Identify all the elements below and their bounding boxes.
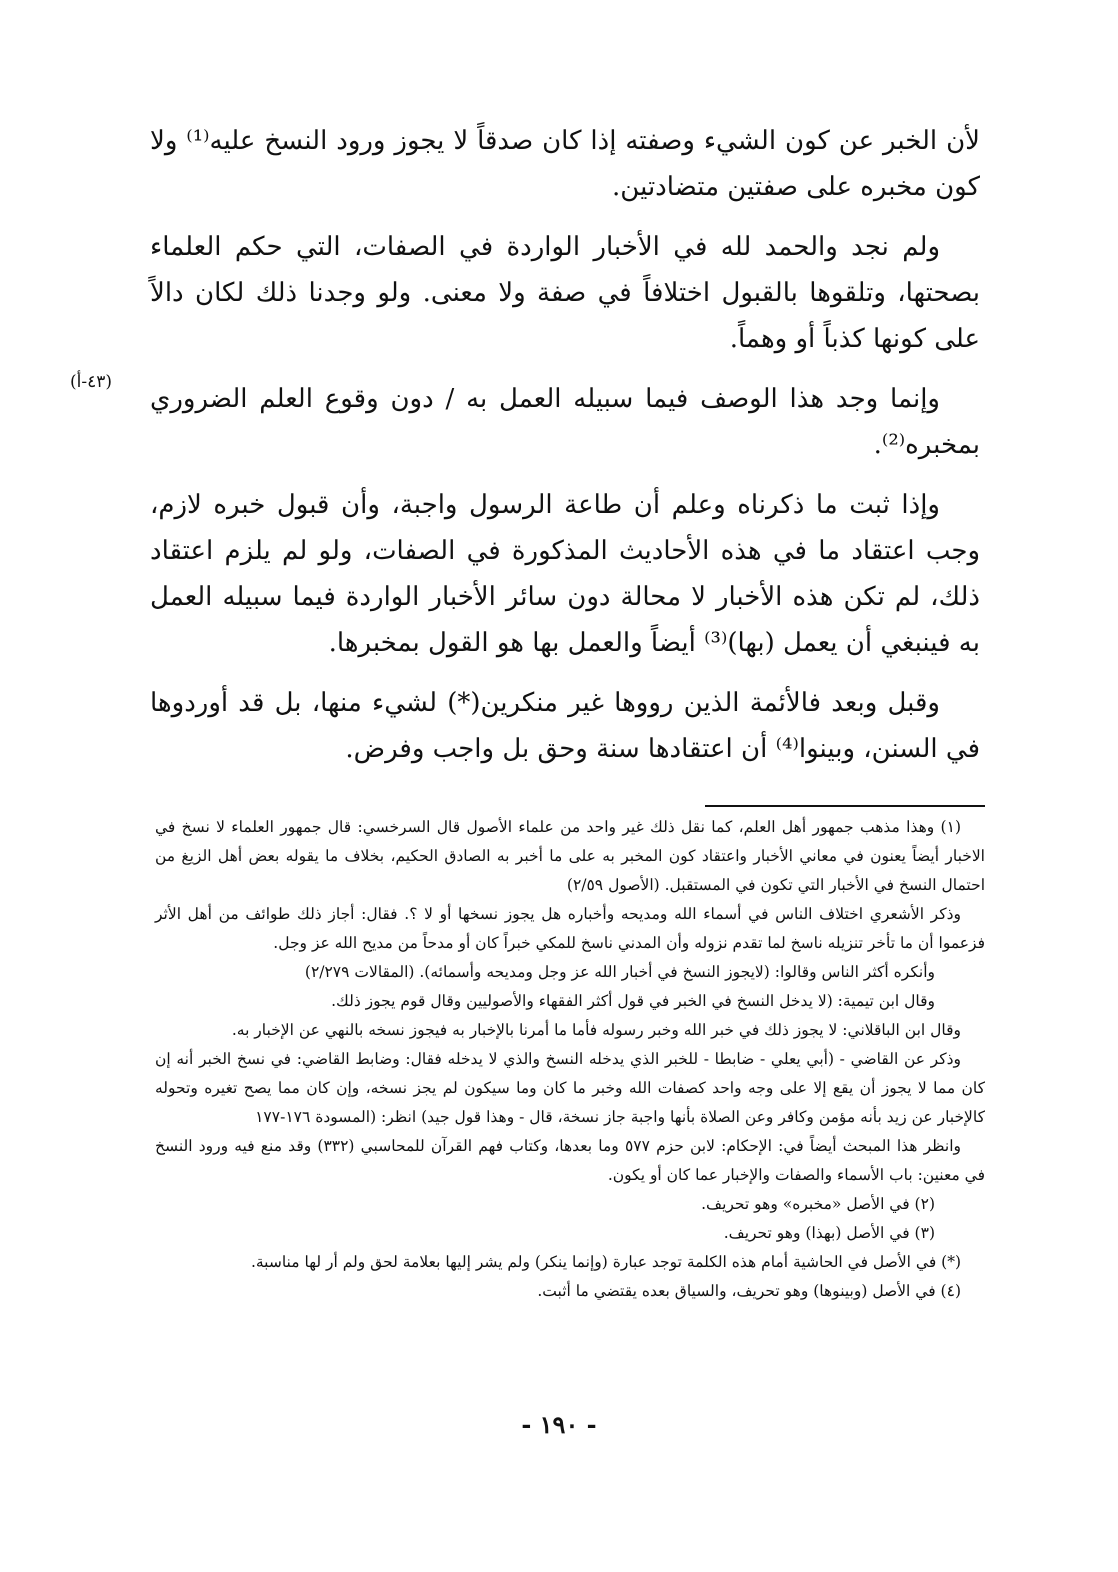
main-paragraph-3: وإنما وجد هذا الوصف فيما سبيله العمل به / دون وقوع العلم الضروري بمخبره⁽²⁾. xyxy=(150,384,980,460)
footnote-separator xyxy=(705,805,985,807)
footnote-1-continued: وذكر الأشعري اختلاف الناس في أسماء الله ومديحه وأخباره هل يجوز نسخها أو لا ؟. فقال: أجاز ذلك طوائف من أهل الأثر فزعموا أن ما تأخر تنزيله ناسخ لما تقدم نزوله وأن المدني ناسخ للمكي خبراً كان أو مدحاً من مديح الله عز وجل. xyxy=(155,905,985,952)
footnote-1-continued: وذكر عن القاضي - (أبي يعلي - ضابطا - للخبر الذي يدخله النسخ والذي لا يدخله فقال: وضابط القاضي: في نسخ الخبر أنه إن كان مما لا يجوز أن يقع إلا على وجه واحد كصفات الله وخبر ما كان وما سيكون لم يجز نسخه، وإن كان مما يصح تغيره وتحوله كالإخبار عن زيد بأنه مؤمن وكافر وعن الصلاة بأنها واجبة جاز نسخة، قال - وهذا قول جيد) انظر: (المسودة ١٧٦-١٧٧ xyxy=(155,1050,985,1126)
main-paragraph-2: ولم نجد والحمد لله في الأخبار الواردة في الصفات، التي حكم العلماء بصحتها، وتلقوها بالقبول اختلافاً في صفة ولا معنى. ولو وجدنا ذلك لكان دالاً على كونها كذباً أو وهماً. xyxy=(150,232,980,354)
footnote-1-continued: وأنكره أكثر الناس وقالوا: (لايجوز النسخ في أخبار الله عز وجل ومديحه وأسمائه). (المقالات ٢/٢٧٩) xyxy=(304,963,935,981)
page-number: - ١٩٠ - xyxy=(521,1410,597,1439)
footnote-1-continued: وانظر هذا المبحث أيضاً في: الإحكام: لابن حزم ٥٧٧ وما بعدها، وكتاب فهم القرآن للمحاسبي (٣٣٢) وقد منع فيه ورود النسخ في معنين: باب الأسماء والصفات والإخبار عما كان أو يكون. xyxy=(155,1137,985,1184)
footnotes-section xyxy=(155,813,985,1306)
footnote-3: (٣) في الأصل (بهذا) وهو تحريف. xyxy=(723,1224,935,1242)
main-paragraph-5: وقبل وبعد فالأئمة الذين رووها غير منكرين(*) لشيء منها، بل قد أوردوها في السنن، وبينوا⁽⁴⁾ أن اعتقادها سنة وحق بل واجب وفرض. xyxy=(150,688,980,764)
footnote-1: (١) وهذا مذهب جمهور أهل العلم، كما نقل ذلك غير واحد من علماء الأصول قال السرخسي: قال جمهور العلماء لا نسخ في الاخبار أيضاً يعنون في معاني الأخبار واعتقاد كون المخبر به على ما أخبر به الصادق الحكيم، بخلاف ما يقوله بعض أهل الزيغ من احتمال النسخ في الأخبار التي تكون في المستقبل. (الأصول ٢/٥٩) xyxy=(155,818,985,894)
footnote-4: (٤) في الأصل (وبينوها) وهو تحريف، والسياق بعده يقتضي ما أثبت. xyxy=(537,1282,961,1300)
footnote-2: (٢) في الأصل «مخبره» وهو تحريف. xyxy=(701,1195,935,1213)
main-text-body xyxy=(150,118,980,786)
marginal-folio-note: (٤٣-أ) xyxy=(70,372,113,392)
footnote-star: (*) في الأصل في الحاشية أمام هذه الكلمة توجد عبارة (وإنما ينكر) ولم يشر إليها بعلامة لحق ولم أر لها مناسبة. xyxy=(250,1253,961,1271)
footnote-1-continued: وقال ابن الباقلاني: لا يجوز ذلك في خبر الله وخبر رسوله فأما ما أمرنا بالإخبار به فيجوز نسخه بالنهي عن الإخبار به. xyxy=(231,1021,961,1039)
main-paragraph-4: وإذا ثبت ما ذكرناه وعلم أن طاعة الرسول واجبة، وأن قبول خبره لازم، وجب اعتقاد ما في هذه الأحاديث المذكورة في الصفات، ولو لم يلزم اعتقاد ذلك، لم تكن هذه الأخبار لا محالة دون سائر الأخبار الواردة فيما سبيله العمل به فينبغي أن يعمل (بها)⁽³⁾ أيضاً والعمل بها هو القول بمخبرها. xyxy=(150,490,980,658)
footnote-1-continued: وقال ابن تيمية: (لا يدخل النسخ في الخبر في قول أكثر الفقهاء والأصوليين وقال قوم يجوز ذلك. xyxy=(331,992,935,1010)
main-paragraph-1: لأن الخبر عن كون الشيء وصفته إذا كان صدقاً لا يجوز ورود النسخ عليه⁽¹⁾ ولا كون مخبره على صفتين متضادتين. xyxy=(150,126,980,202)
